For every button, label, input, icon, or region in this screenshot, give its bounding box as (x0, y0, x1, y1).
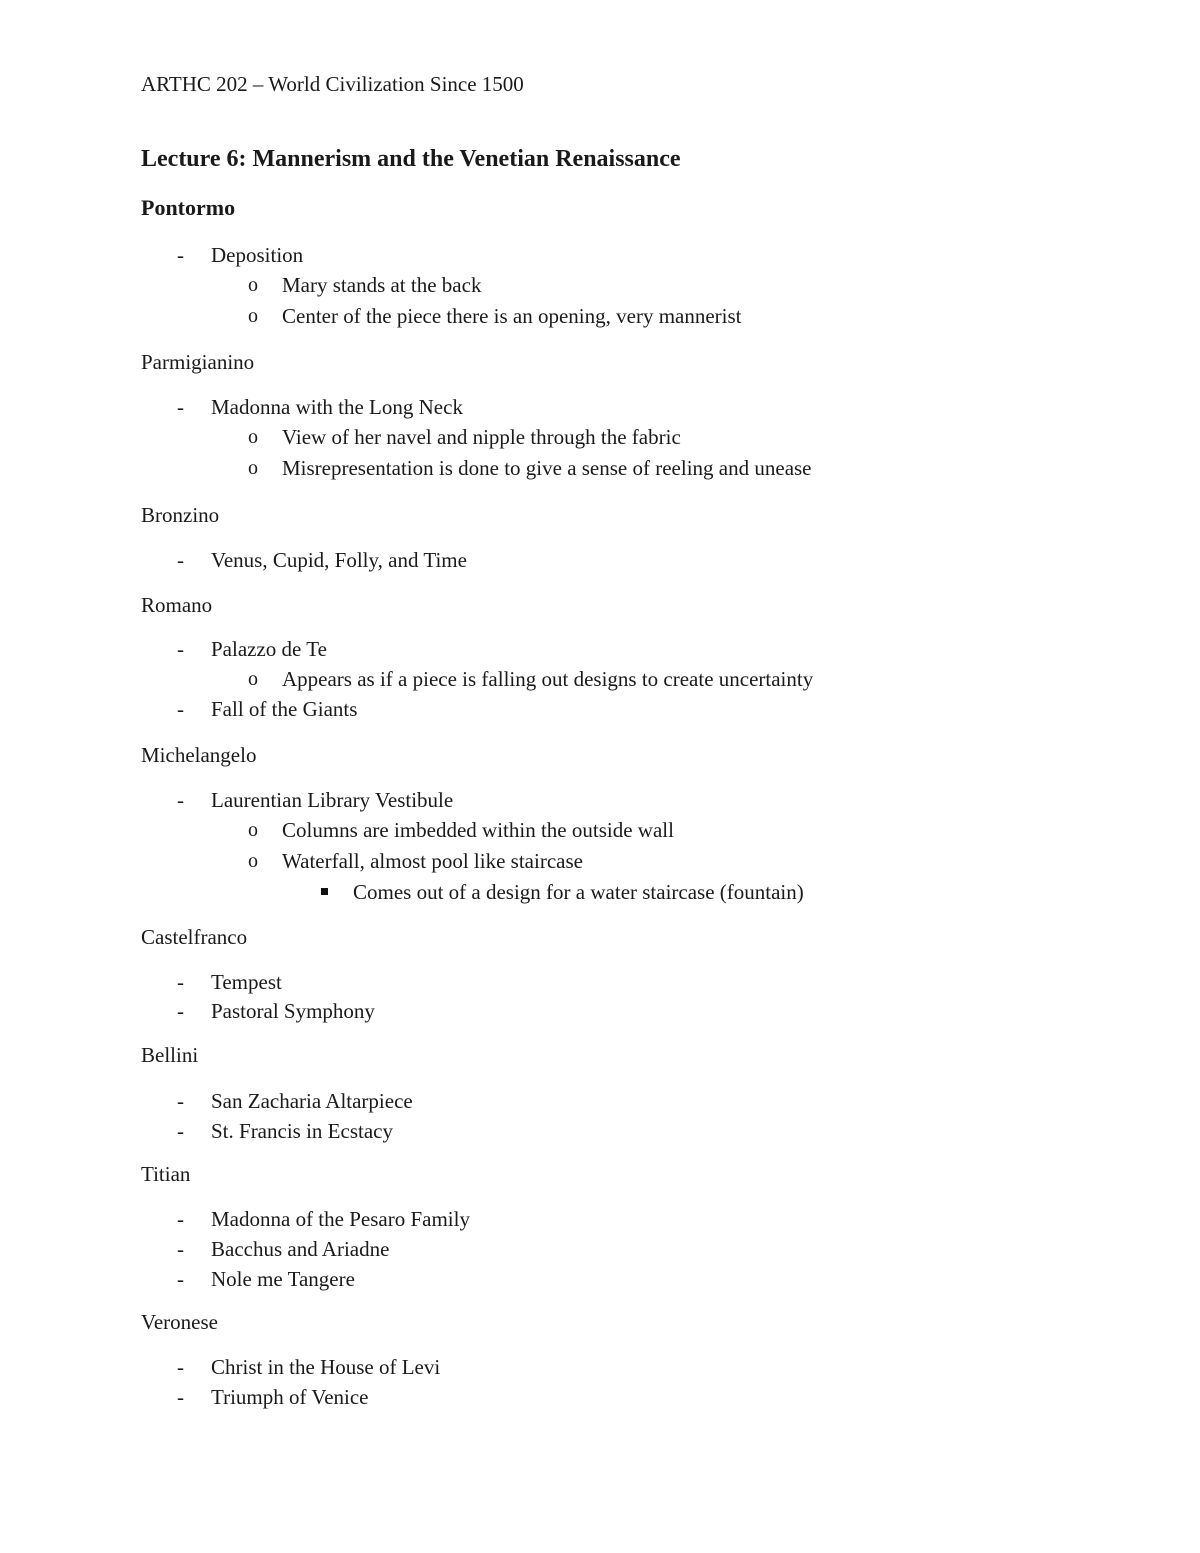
list-item: o Waterfall, almost pool like staircase (248, 849, 583, 873)
list-item: - Nole me Tangere (177, 1267, 355, 1291)
dash-bullet: - (177, 1237, 184, 1261)
dash-bullet: - (177, 999, 184, 1023)
list-item: - Triumph of Venice (177, 1385, 369, 1409)
list-item: - San Zacharia Altarpiece (177, 1089, 413, 1113)
list-item: - Deposition (177, 243, 304, 267)
dash-bullet: - (177, 1207, 184, 1231)
artist-heading: Titian (141, 1162, 191, 1186)
list-item: - Madonna of the Pesaro Family (177, 1207, 470, 1231)
list-item: Comes out of a design for a water staircase (fountain) (353, 879, 804, 905)
dash-bullet: - (177, 1119, 184, 1143)
list-item: - Bacchus and Ariadne (177, 1237, 390, 1261)
dash-bullet: - (177, 788, 184, 812)
artist-heading: Bellini (141, 1043, 199, 1067)
circle-bullet: o (248, 457, 258, 479)
dash-bullet: - (177, 1385, 184, 1409)
dash-bullet: - (177, 395, 184, 419)
list-item: o Columns are imbedded within the outside wall (248, 818, 674, 842)
list-item: o Misrepresentation is done to give a sense of reeling and unease (248, 456, 812, 480)
artist-heading: Bronzino (141, 503, 220, 527)
dash-bullet: - (177, 697, 184, 721)
artist-heading: Michelangelo (141, 743, 257, 767)
course-header: ARTHC 202 – World Civilization Since 1500 (141, 72, 524, 96)
circle-bullet: o (248, 305, 258, 327)
list-item: - Fall of the Giants (177, 697, 358, 721)
circle-bullet: o (248, 274, 258, 296)
list-item: o Center of the piece there is an opening, very mannerist (248, 304, 742, 328)
list-item: o View of her navel and nipple through the fabric (248, 425, 681, 449)
circle-bullet: o (248, 426, 258, 448)
artist-heading: Pontormo (141, 195, 236, 220)
dash-bullet: - (177, 1089, 184, 1113)
circle-bullet: o (248, 819, 258, 841)
artist-heading: Parmigianino (141, 350, 255, 374)
list-item: - Palazzo de Te (177, 637, 327, 661)
dash-bullet: - (177, 637, 184, 661)
list-item: o Mary stands at the back (248, 273, 482, 297)
artist-heading: Castelfranco (141, 925, 248, 949)
dash-bullet: - (177, 1355, 184, 1379)
list-item: - Tempest (177, 970, 282, 994)
dash-bullet: - (177, 243, 184, 267)
list-item: - Christ in the House of Levi (177, 1355, 441, 1379)
list-item: o Appears as if a piece is falling out designs to create uncertainty (248, 667, 814, 691)
list-item: - Venus, Cupid, Folly, and Time (177, 548, 467, 572)
dash-bullet: - (177, 548, 184, 572)
dash-bullet: - (177, 1267, 184, 1291)
list-item: - Madonna with the Long Neck (177, 395, 463, 419)
artist-heading: Romano (141, 593, 213, 617)
circle-bullet: o (248, 668, 258, 690)
list-item: - St. Francis in Ecstacy (177, 1119, 393, 1143)
dash-bullet: - (177, 970, 184, 994)
artist-heading: Veronese (141, 1310, 218, 1334)
lecture-title: Lecture 6: Mannerism and the Venetian Renaissance (141, 146, 681, 172)
list-item: - Pastoral Symphony (177, 999, 375, 1023)
square-bullet-icon (321, 888, 328, 895)
list-item: - Laurentian Library Vestibule (177, 788, 454, 812)
circle-bullet: o (248, 850, 258, 872)
